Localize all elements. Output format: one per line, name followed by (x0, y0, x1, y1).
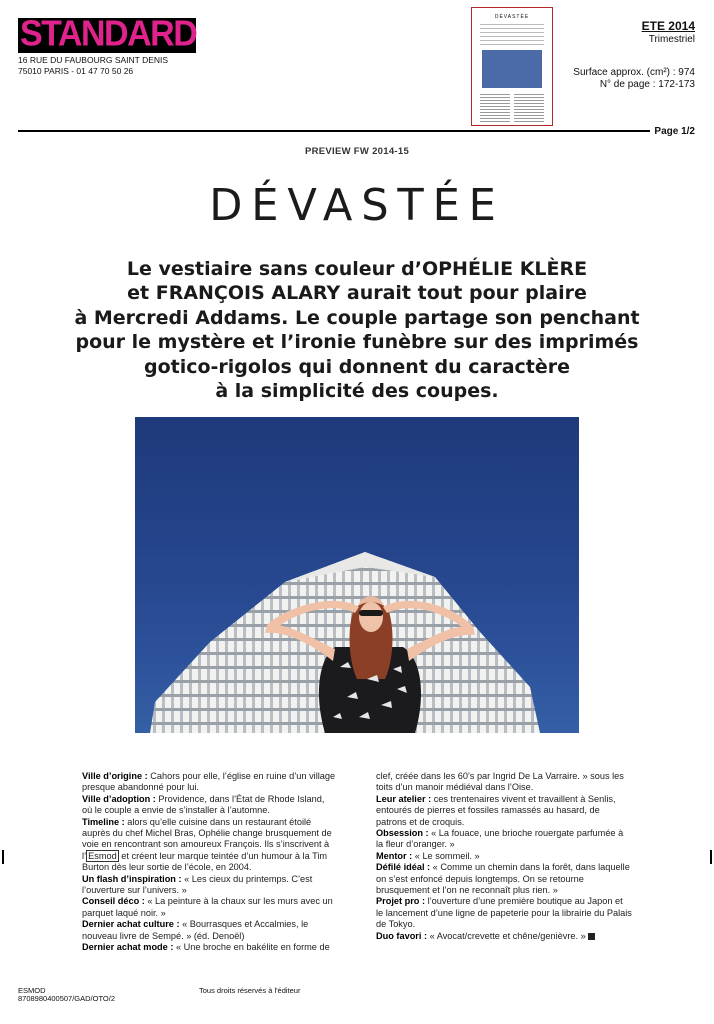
intro-line: Le vestiaire sans couleur d’OPHÉLIE KLÈRE (126, 258, 588, 280)
issue-label: ETE 2014 (641, 19, 695, 33)
fact-timeline: Timeline : alors qu’elle cuisine dans un restaurant étoilé auprès du chef Michel Bras, Ophélie change brusquement de voie en rencontrant son amoureux François. Ils s’inscrivent à l’ Esmod et créent leur marque teintée d’un humour à la Tim Burton dès leur sortie de l’école, en 2004. (82, 816, 332, 873)
fact-achat-mode-cont: clef, créée dans les 60’s par Ingrid De La Varraire. » sous les toits d’un manoir médiéval dans l’Oise. (376, 771, 624, 793)
fact-projet: Projet pro : l’ouverture d’une première boutique au Japon et le lancement d’une ligne de papeterie pour la librairie du Palais de Tokyo. (376, 896, 632, 930)
intro-line: et FRANÇOIS ALARY aurait tout pour plaire (127, 282, 587, 305)
right-column (376, 771, 632, 942)
surface-label: Surface approx. (cm²) : 974 (573, 67, 695, 78)
boxed-brand: Esmod (88, 850, 117, 861)
fact-mentor: Mentor : « Le sommeil. » (376, 850, 480, 861)
logo-text: STANDARD (20, 14, 197, 54)
frequency-label: Trimestriel (648, 34, 695, 45)
intro-line: à Mercredi Addams. Le couple partage son penchant (74, 306, 640, 329)
article-intro (60, 257, 654, 403)
fact-atelier: Leur atelier : ces trentenaires vivent et travaillent à Senlis, entourés de pierres et fossiles ramassés au hasard, de patrons et de croquis. (376, 793, 616, 827)
fact-ville-adoption: Ville d’adoption : Providence, dans l’État de Rhode Island, où le couple a envie de s’installer à l’automne. (82, 793, 325, 816)
fact-ville-origine: Ville d’origine : Cahors pour elle, l’église en ruine d’un village presque abandonné pour lui. (82, 771, 336, 793)
left-column (82, 771, 337, 954)
footer-code: 8708980400507/GAD/OTO/2 (18, 994, 116, 1003)
margin-mark-left (2, 850, 4, 864)
footer-source: ESMOD (18, 986, 46, 995)
fact-defile: Défilé idéal : « Comme un chemin dans la forêt, dans laquelle on s’est enfoncé depuis longtemps. On se retourne brusquement et l’on ne reconnaît plus rien. » (376, 862, 630, 896)
photo-illustration (135, 417, 579, 733)
thumbnail-photo (482, 50, 542, 88)
page-of-label: Page 1/2 (654, 126, 695, 137)
publication-logo (18, 14, 197, 54)
margin-mark-right (710, 850, 712, 864)
intro-line: pour le mystère et l’ironie funèbre sur des imprimés (75, 331, 639, 354)
article-title: DÉVASTÉE (209, 180, 505, 231)
end-mark (588, 933, 595, 940)
fact-duo: Duo favori : « Avocat/crevette et chêne/genièvre. » (376, 931, 632, 942)
page-thumbnail (471, 7, 553, 126)
header-rule (18, 130, 650, 132)
address-line-1: 16 RUE DU FAUBOURG SAINT DENIS (18, 55, 169, 65)
thumbnail-title: DÉVASTÉE (494, 14, 530, 20)
address-line-2: 75010 PARIS - 01 47 70 50 26 (18, 66, 134, 76)
fact-achat-mode: Dernier achat mode : « Une broche en bakélite en forme de (82, 942, 330, 953)
fact-obsession: Obsession : « La fouace, une brioche rouergate parfumée à la fleur d’oranger. » (376, 828, 624, 850)
article-photo (135, 417, 579, 733)
fact-achat-culture: Dernier achat culture : « Bourrasques et Accalmies, le nouveau livre de Sempé. » (éd. Denoël) (82, 919, 309, 941)
fact-inspiration: Un flash d’inspiration : « Les cieux du printemps. C’est l’ouverture sur l’univers. » (82, 873, 313, 896)
intro-line: gotico-rigolos qui donnent du caractère (143, 355, 571, 378)
fact-conseil-deco: Conseil déco : « La peinture à la chaux sur les murs avec un parquet laqué noir. » (82, 896, 333, 918)
article-kicker: PREVIEW FW 2014-15 (304, 146, 410, 157)
intro-line: à la simplicité des coupes. (215, 380, 499, 403)
footer-rights: Tous droits réservés à l'éditeur (199, 986, 301, 995)
page-number-label: N° de page : 172-173 (599, 79, 695, 90)
